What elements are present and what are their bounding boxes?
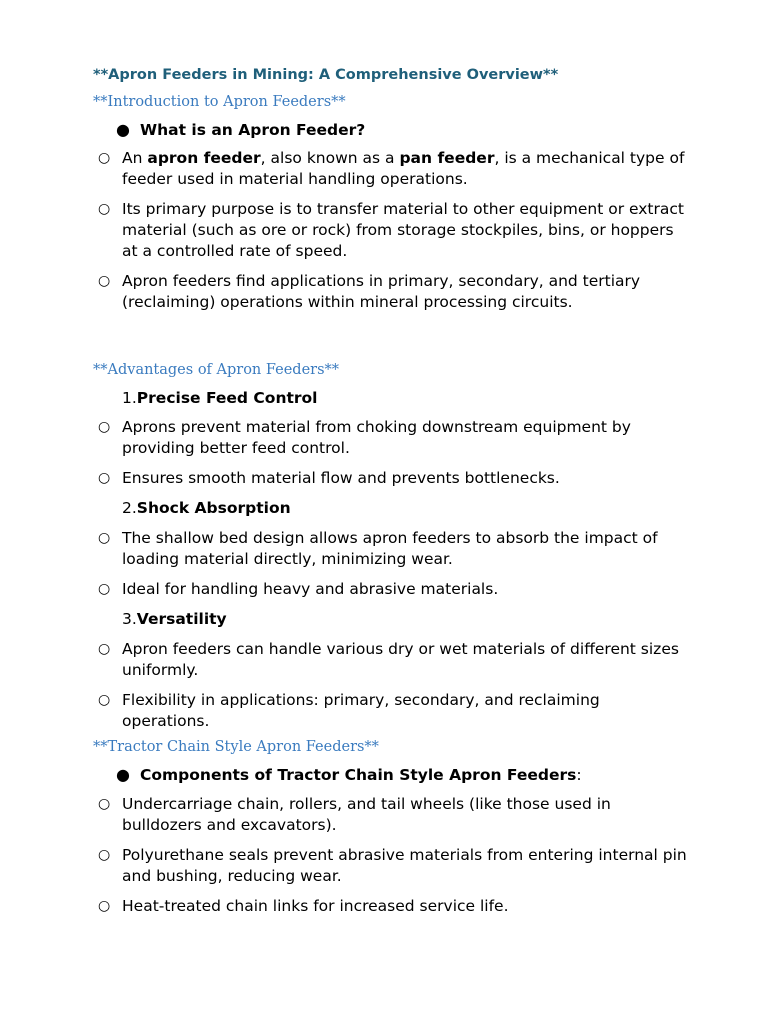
list-item — [98, 417, 688, 459]
list-item-text: Its primary purpose is to transfer material to other equipment or extract material (such as ore or rock) from storage stockpiles, bins, or hoppers at a controlled rate of speed. — [122, 200, 684, 260]
bullet-disc-icon: ● — [116, 120, 130, 139]
document-title: **Apron Feeders in Mining: A Comprehensive Overview** — [93, 67, 559, 83]
subheading-components: ● Components of Tractor Chain Style Apron Feeders: — [116, 765, 582, 784]
list-item — [98, 794, 688, 836]
bullet-circle-icon: ○ — [98, 530, 111, 546]
list-item — [98, 690, 688, 732]
section-heading-tractor-chain: **Tractor Chain Style Apron Feeders** — [93, 739, 379, 755]
list-item-text: Heat-treated chain links for increased service life. — [122, 897, 509, 915]
section-heading-introduction: **Introduction to Apron Feeders** — [93, 94, 346, 110]
list-item-text: Polyurethane seals prevent abrasive materials from entering internal pin and bushing, reducing wear. — [122, 846, 687, 885]
list-item — [98, 579, 688, 600]
list-item — [98, 271, 688, 313]
list-item-text: Undercarriage chain, rollers, and tail wheels (like those used in bulldozers and excavators). — [122, 795, 611, 834]
list-item — [98, 148, 688, 190]
list-item-text: Apron feeders can handle various dry or wet materials of different sizes uniformly. — [122, 640, 679, 679]
list-item — [98, 528, 688, 570]
list-item-text: An apron feeder, also known as a pan feeder, is a mechanical type of feeder used in material handling operations. — [122, 149, 685, 188]
list-item-text: Flexibility in applications: primary, secondary, and reclaiming operations. — [122, 691, 600, 730]
bullet-circle-icon: ○ — [98, 641, 111, 657]
bullet-circle-icon: ○ — [98, 692, 111, 708]
subheading-precise-feed-control: 1.Precise Feed Control — [122, 389, 318, 407]
bullet-circle-icon: ○ — [98, 470, 111, 486]
list-item-text: Ideal for handling heavy and abrasive materials. — [122, 580, 499, 598]
bullet-circle-icon: ○ — [98, 898, 111, 914]
bullet-circle-icon: ○ — [98, 847, 111, 863]
bullet-circle-icon: ○ — [98, 201, 111, 217]
list-item — [98, 845, 688, 887]
list-item — [98, 639, 688, 681]
list-item — [98, 468, 688, 489]
list-item-text: Aprons prevent material from choking downstream equipment by providing better feed control. — [122, 418, 631, 457]
subheading-versatility: 3.Versatility — [122, 610, 227, 628]
list-item — [98, 199, 688, 262]
bullet-circle-icon: ○ — [98, 796, 111, 812]
list-item-text: Ensures smooth material flow and prevents bottlenecks. — [122, 469, 560, 487]
section-heading-advantages: **Advantages of Apron Feeders** — [93, 362, 340, 378]
subheading-what-is — [116, 119, 365, 141]
bullet-disc-icon: ● — [116, 765, 130, 784]
list-item-text: The shallow bed design allows apron feeders to absorb the impact of loading material directly, minimizing wear. — [122, 529, 658, 568]
bullet-circle-icon: ○ — [98, 581, 111, 597]
bullet-circle-icon: ○ — [98, 419, 111, 435]
list-item — [98, 896, 688, 917]
subheading-text: What is an Apron Feeder? — [140, 121, 366, 139]
subheading-shock-absorption: 2.Shock Absorption — [122, 499, 291, 517]
list-item-text: Apron feeders find applications in primary, secondary, and tertiary (reclaiming) operations within mineral processing circuits. — [122, 272, 641, 311]
bullet-circle-icon: ○ — [98, 150, 111, 166]
bullet-circle-icon: ○ — [98, 273, 111, 289]
